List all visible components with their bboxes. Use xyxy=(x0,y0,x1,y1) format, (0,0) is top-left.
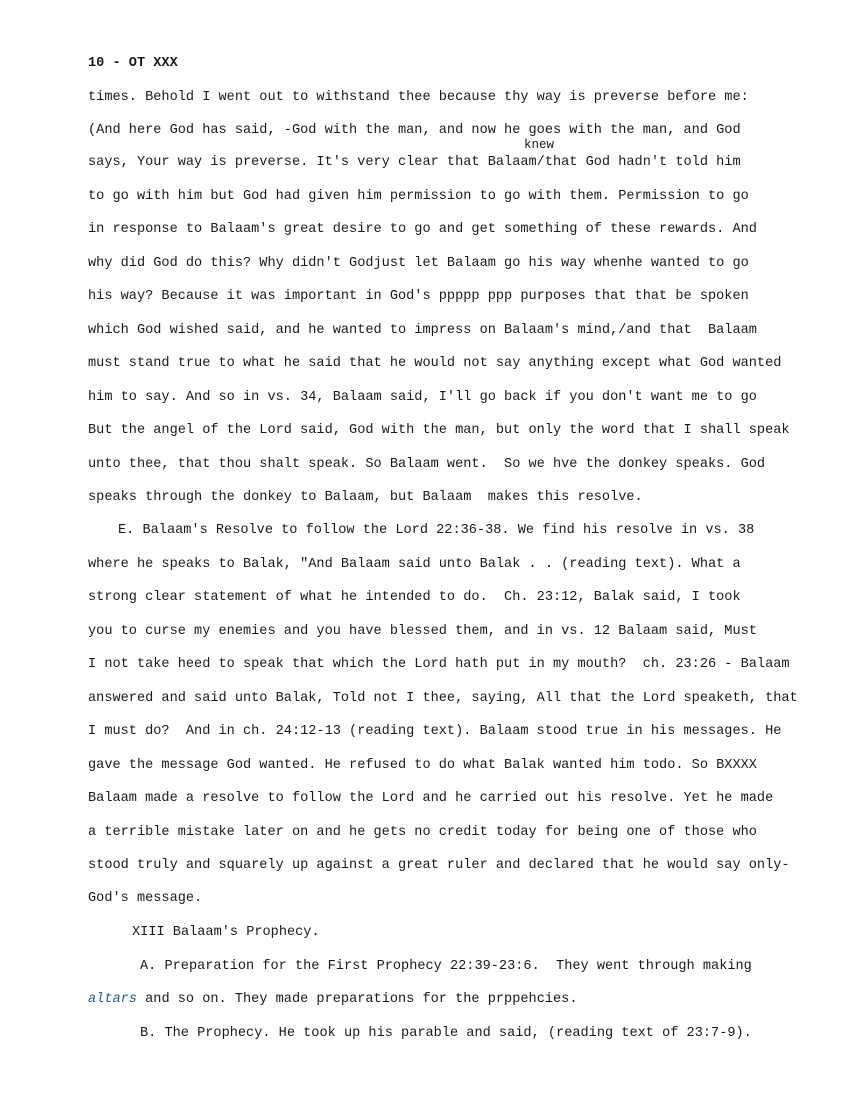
text-line: stood truly and squarely up against a great ruler and declared that he would say only- xyxy=(88,858,790,873)
text-line: I must do? And in ch. 24:12-13 (reading text). Balaam stood true in his messages. He xyxy=(88,724,782,739)
text-line: him to say. And so in vs. 34, Balaam said, I'll go back if you don't want me to go xyxy=(88,390,757,405)
text-line: unto thee, that thou shalt speak. So Balaam went. So we hve the donkey speaks. God xyxy=(88,457,766,472)
text-line: to go with him but God had given him permission to go with them. Permission to go xyxy=(88,189,749,204)
text-line: times. Behold I went out to withstand thee because thy way is preverse before me: xyxy=(88,90,749,105)
text-line: where he speaks to Balak, "And Balaam said unto Balak . . (reading text). What a xyxy=(88,557,741,572)
text-line-rest: and so on. They made preparations for the prppehcies. xyxy=(145,992,578,1007)
subsection-b: B. The Prophecy. He took up his parable and said, (reading text of 23:7-9). xyxy=(140,1026,752,1041)
text-line: must stand true to what he said that he would not say anything except what God wanted xyxy=(88,356,782,371)
altars-word: altars xyxy=(88,992,137,1007)
text-line: But the angel of the Lord said, God with the man, but only the word that I shall speak xyxy=(88,423,790,438)
text-line xyxy=(88,992,577,1008)
text-line: his way? Because it was important in God's ppppp ppp purposes that that be spoken xyxy=(88,289,749,304)
text-line: which God wished said, and he wanted to impress on Balaam's mind,/and that Balaam xyxy=(88,323,757,338)
text-line: answered and said unto Balak, Told not I thee, saying, All that the Lord speaketh, that xyxy=(88,691,798,706)
text-line: God's message. xyxy=(88,891,203,906)
text-line: says, Your way is preverse. It's very clear that Balaam/that God hadn't told him xyxy=(88,155,741,170)
text-line: strong clear statement of what he intended to do. Ch. 23:12, Balak said, I took xyxy=(88,590,741,605)
text-line: Balaam made a resolve to follow the Lord and he carried out his resolve. Yet he made xyxy=(88,791,774,806)
section-heading-xiii: XIII Balaam's Prophecy. xyxy=(132,925,320,940)
page-header: 10 - OT XXX xyxy=(88,56,178,71)
text-line: I not take heed to speak that which the Lord hath put in my mouth? ch. 23:26 - Balaam xyxy=(88,657,790,672)
text-line: you to curse my enemies and you have blessed them, and in vs. 12 Balaam said, Must xyxy=(88,624,757,639)
text-line: gave the message God wanted. He refused to do what Balak wanted him todo. So BXXXX xyxy=(88,758,757,773)
text-line: speaks through the donkey to Balaam, but Balaam makes this resolve. xyxy=(88,490,643,505)
subsection-a: A. Preparation for the First Prophecy 22:39-23:6. They went through making xyxy=(140,959,752,974)
text-line: a terrible mistake later on and he gets no credit today for being one of those who xyxy=(88,825,757,840)
text-line: in response to Balaam's great desire to go and get something of these rewards. And xyxy=(88,222,757,237)
interlinear-insertion: knew xyxy=(524,138,555,152)
section-heading-e: E. Balaam's Resolve to follow the Lord 22:36-38. We find his resolve in vs. 38 xyxy=(118,523,755,538)
text-line: why did God do this? Why didn't Godjust let Balaam go his way whenhe wanted to go xyxy=(88,256,749,271)
text-line: (And here God has said, -God with the man, and now he goes with the man, and God xyxy=(88,123,741,138)
